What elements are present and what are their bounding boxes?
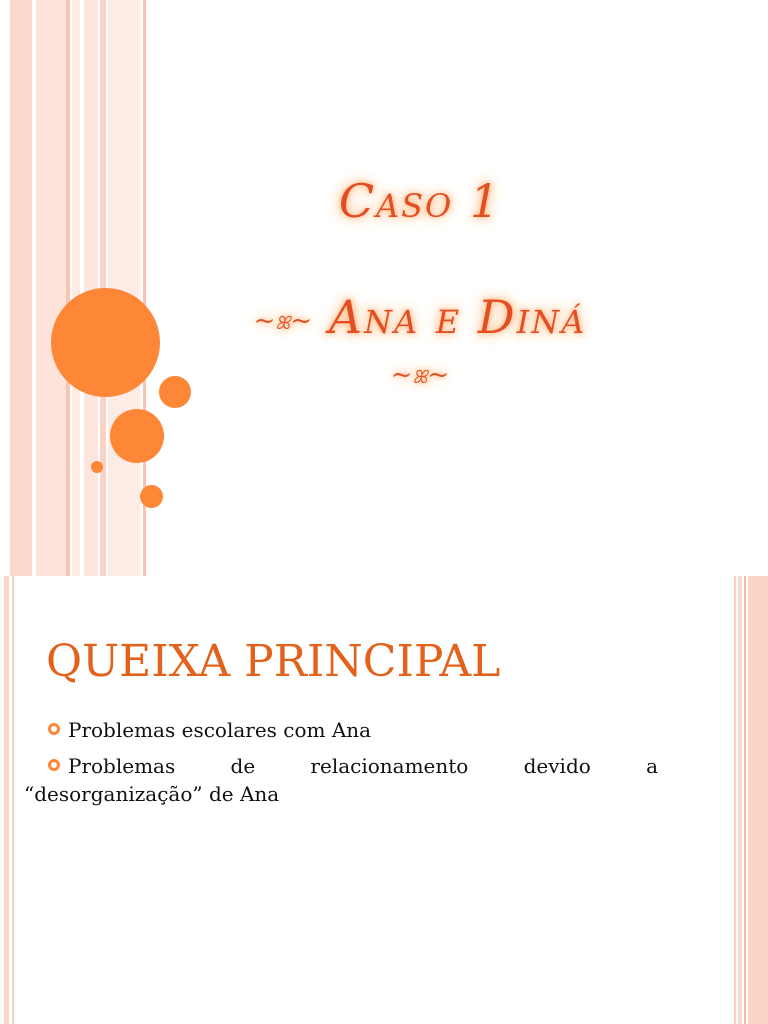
slide-heading: QUEIXA PRINCIPAL xyxy=(46,636,501,687)
bullet-word: devido xyxy=(523,754,591,778)
bullet-text-line xyxy=(68,752,658,780)
decor-circle-tiny xyxy=(91,461,103,473)
bullet-text: Problemas escolares com Ana xyxy=(68,718,372,742)
slide-2 xyxy=(0,576,768,1024)
decor-stripe xyxy=(72,0,80,576)
bullet-word: de xyxy=(230,754,256,778)
decor-stripe xyxy=(738,576,742,1024)
decor-stripe xyxy=(744,576,746,1024)
bullet-item xyxy=(46,752,658,780)
ring-bullet-icon xyxy=(48,723,60,735)
decor-stripe xyxy=(36,0,66,576)
decor-stripe xyxy=(66,0,70,576)
slide-title: Caso 1 xyxy=(338,174,502,228)
decor-stripe xyxy=(10,0,32,576)
decor-circle-large xyxy=(51,288,160,397)
bullet-word: Problemas xyxy=(68,754,176,778)
flourish-left-icon: ~ꕤ~ xyxy=(253,306,313,336)
ring-bullet-icon xyxy=(48,759,60,771)
bullet-list xyxy=(24,716,658,808)
decor-circle-medium xyxy=(110,409,164,463)
bullet-word: a xyxy=(646,754,658,778)
decor-stripe xyxy=(748,576,768,1024)
bullet-item xyxy=(46,716,658,744)
decor-circle-small xyxy=(159,376,191,408)
decor-circle-small xyxy=(140,485,163,508)
decor-stripe xyxy=(734,576,736,1024)
flourish-right-icon: ~ꕤ~ xyxy=(390,360,450,390)
slide-subtitle xyxy=(230,290,610,398)
subtitle-text: Ana e Diná xyxy=(328,290,587,344)
bullet-continuation: “desorganização” de Ana xyxy=(24,782,280,806)
bullet-word: relacionamento xyxy=(310,754,469,778)
